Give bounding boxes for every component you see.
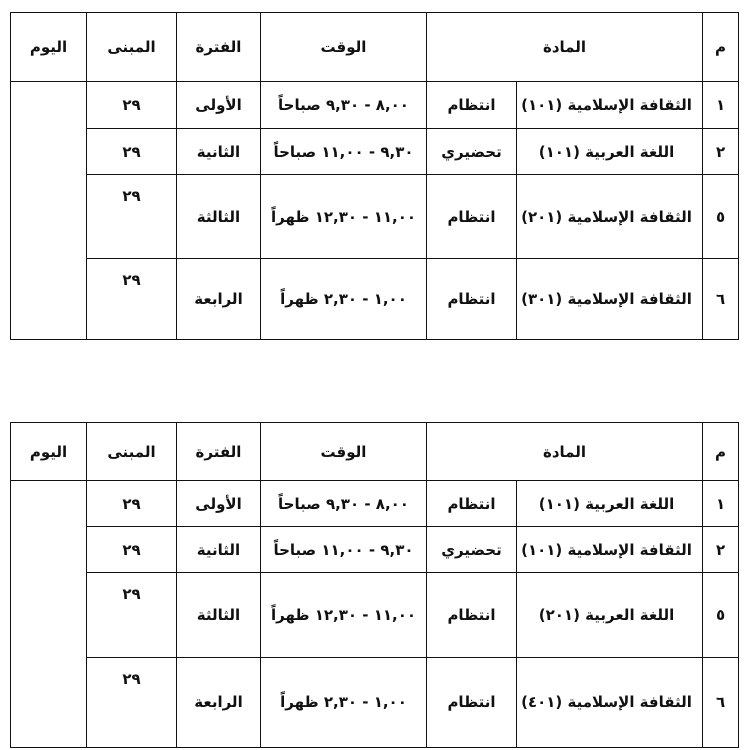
row-building: ٢٩ [87,82,177,129]
schedule-table-2 [10,422,739,748]
day-cell [11,481,87,748]
row-period: الثانية [177,128,261,175]
row-subject: الثقافة الإسلامية (٤٠١) [517,657,703,747]
row-type: تحضيري [427,527,517,573]
row-time: ٩,٣٠ - ١١,٠٠ صباحاً [261,128,427,175]
row-num: ١ [703,82,739,129]
row-subject: الثقافة الإسلامية (١٠١) [517,527,703,573]
row-num: ٢ [703,128,739,175]
row-building: ٢٩ [87,527,177,573]
header-subject: المادة [427,423,703,481]
row-building: ٢٩ [87,258,177,339]
table-row [11,527,739,573]
row-period: الرابعة [177,258,261,339]
row-type: انتظام [427,82,517,129]
row-type: انتظام [427,175,517,258]
day-cell [11,82,87,340]
header-time: الوقت [261,423,427,481]
header-building: المبنى [87,423,177,481]
header-period: الفترة [177,423,261,481]
row-building: ٢٩ [87,573,177,657]
row-time: ١,٠٠ - ٢,٣٠ ظهراً [261,657,427,747]
row-subject: الثقافة الإسلامية (١٠١) [517,82,703,129]
schedule-table-1 [10,12,739,340]
row-building: ٢٩ [87,657,177,747]
header-building: المبنى [87,13,177,82]
row-time: ١,٠٠ - ٢,٣٠ ظهراً [261,258,427,339]
row-num: ٦ [703,657,739,747]
header-day: اليوم [11,13,87,82]
header-num: م [703,13,739,82]
row-time: ٩,٣٠ - ١١,٠٠ صباحاً [261,527,427,573]
table-row [11,573,739,657]
row-building: ٢٩ [87,175,177,258]
row-type: انتظام [427,258,517,339]
header-time: الوقت [261,13,427,82]
row-period: الرابعة [177,657,261,747]
row-num: ١ [703,481,739,527]
table-row [11,657,739,747]
header-subject: المادة [427,13,703,82]
row-subject: الثقافة الإسلامية (٣٠١) [517,258,703,339]
row-time: ١١,٠٠ - ١٢,٣٠ ظهراً [261,175,427,258]
table-row [11,128,739,175]
row-type: انتظام [427,657,517,747]
table-row [11,175,739,258]
row-num: ٥ [703,175,739,258]
row-num: ٢ [703,527,739,573]
row-num: ٥ [703,573,739,657]
row-num: ٦ [703,258,739,339]
row-building: ٢٩ [87,128,177,175]
row-period: الثالثة [177,175,261,258]
row-subject: اللغة العربية (١٠١) [517,481,703,527]
row-type: تحضيري [427,128,517,175]
row-period: الأولى [177,481,261,527]
table-row [11,258,739,339]
row-period: الثالثة [177,573,261,657]
row-type: انتظام [427,481,517,527]
row-period: الأولى [177,82,261,129]
row-subject: الثقافة الإسلامية (٢٠١) [517,175,703,258]
row-period: الثانية [177,527,261,573]
header-day: اليوم [11,423,87,481]
row-subject: اللغة العربية (٢٠١) [517,573,703,657]
table-row [11,481,739,527]
row-time: ١١,٠٠ - ١٢,٣٠ ظهراً [261,573,427,657]
header-num: م [703,423,739,481]
table-row [11,82,739,129]
row-type: انتظام [427,573,517,657]
row-time: ٨,٠٠ - ٩,٣٠ صباحاً [261,82,427,129]
header-period: الفترة [177,13,261,82]
row-subject: اللغة العربية (١٠١) [517,128,703,175]
row-building: ٢٩ [87,481,177,527]
row-time: ٨,٠٠ - ٩,٣٠ صباحاً [261,481,427,527]
